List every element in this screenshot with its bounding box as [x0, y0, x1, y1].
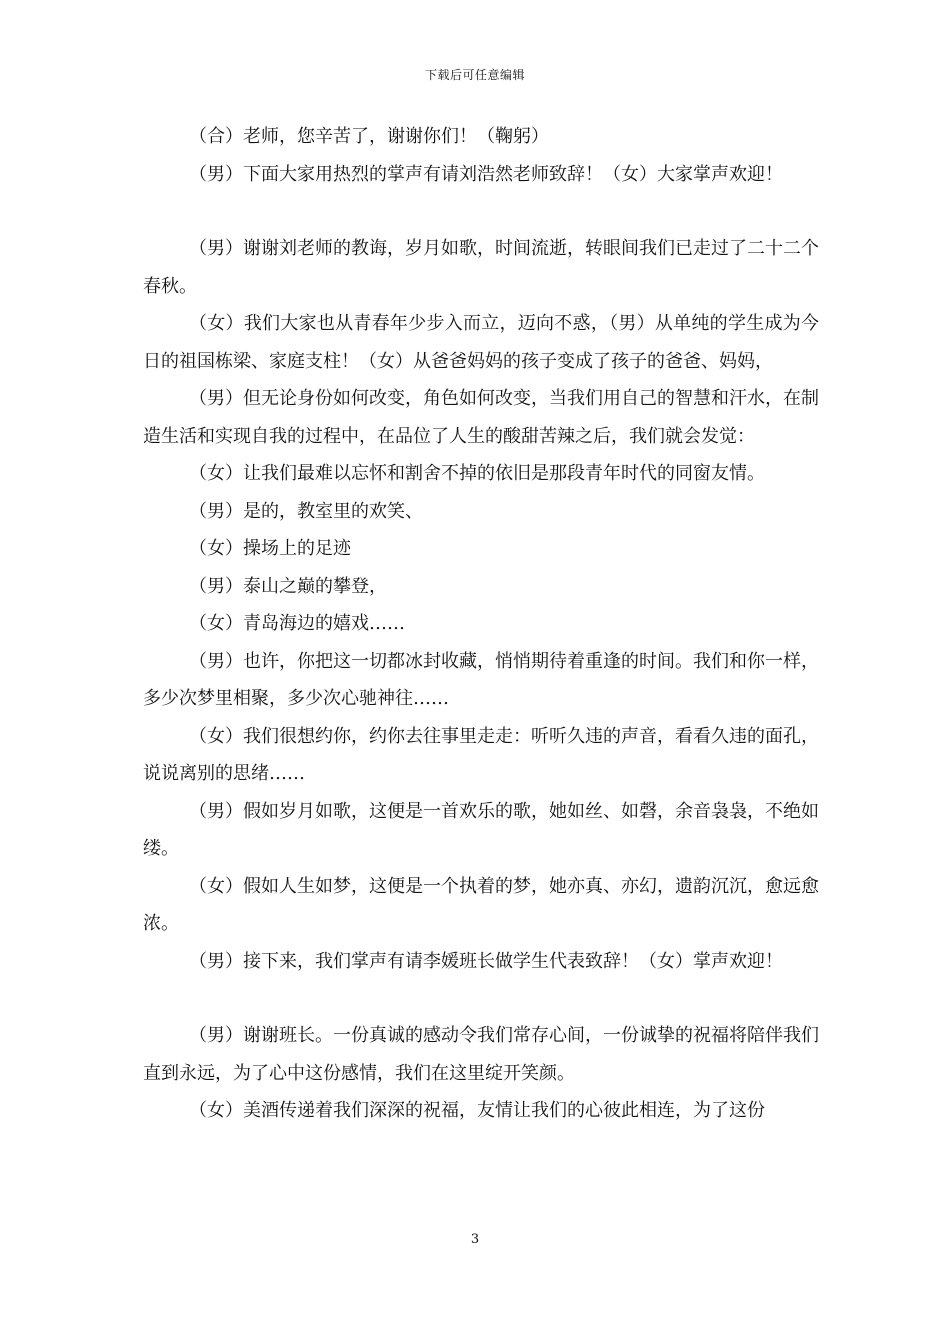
paragraph: （女）我们大家也从青春年少步入而立，迈向不惑，（男）从单纯的学生成为今日的祖国栋梁、家庭支柱！（女）从爸爸妈妈的孩子变成了孩子的爸爸、妈妈，	[143, 313, 819, 372]
paragraph: （男）是的，教室里的欢笑、	[189, 500, 423, 522]
paragraph: （男）但无论身份如何改变，角色如何改变，当我们用自己的智慧和汗水，在制造生活和实现自我的过程中，在品位了人生的酸甜苦辣之后，我们就会发觉：	[143, 388, 819, 447]
paragraph: （男）下面大家用热烈的掌声有请刘浩然老师致辞！（女）大家掌声欢迎！	[189, 163, 783, 185]
page-number: 3	[470, 1232, 480, 1247]
paragraph: （女）假如人生如梦，这便是一个执着的梦，她亦真、亦幻，遗韵沉沉，愈远愈浓。	[143, 875, 819, 934]
paragraph: （男）谢谢刘老师的教诲，岁月如歌，时间流逝，转眼间我们已走过了二十二个春秋。	[143, 238, 819, 297]
paragraph: （女）美酒传递着我们深深的祝福，友情让我们的心彼此相连，为了这份	[189, 1100, 765, 1121]
paragraph: （女）操场上的足迹	[189, 538, 351, 559]
paragraph-spacer	[143, 193, 819, 230]
paragraph: （男）谢谢班长。一份真诚的感动令我们常存心间，一份诚挚的祝福将陪伴我们直到永远，为了心中这份感情，我们在这里绽开笑颜。	[143, 1025, 819, 1084]
page-header: 下载后可任意编辑	[424, 68, 525, 82]
paragraph: （女）让我们最难以忘怀和割舍不掉的依旧是那段青年时代的同窗友情。	[189, 463, 765, 484]
paragraph: （男）泰山之巅的攀登，	[189, 575, 387, 597]
paragraph: （女）青岛海边的嬉戏……	[189, 613, 405, 634]
paragraph: （男）接下来，我们掌声有请李媛班长做学生代表致辞！（女）掌声欢迎！	[189, 950, 783, 972]
document-body	[143, 118, 819, 1130]
paragraph: （女）我们很想约你，约你去往事里走走：听听久违的声音，看看久违的面孔，说说离别的思绪……	[143, 725, 819, 784]
paragraph: （男）也许，你把这一切都冰封收藏，悄悄期待着重逢的时间。我们和你一样，多少次梦里相聚，多少次心驰神往……	[143, 650, 819, 709]
paragraph: （合）老师，您辛苦了，谢谢你们！（鞠躬）	[189, 126, 549, 147]
paragraph: （男）假如岁月如歌，这便是一首欢乐的歌，她如丝、如磬，余音袅袅，不绝如缕。	[143, 800, 819, 859]
paragraph-spacer	[143, 980, 819, 1017]
